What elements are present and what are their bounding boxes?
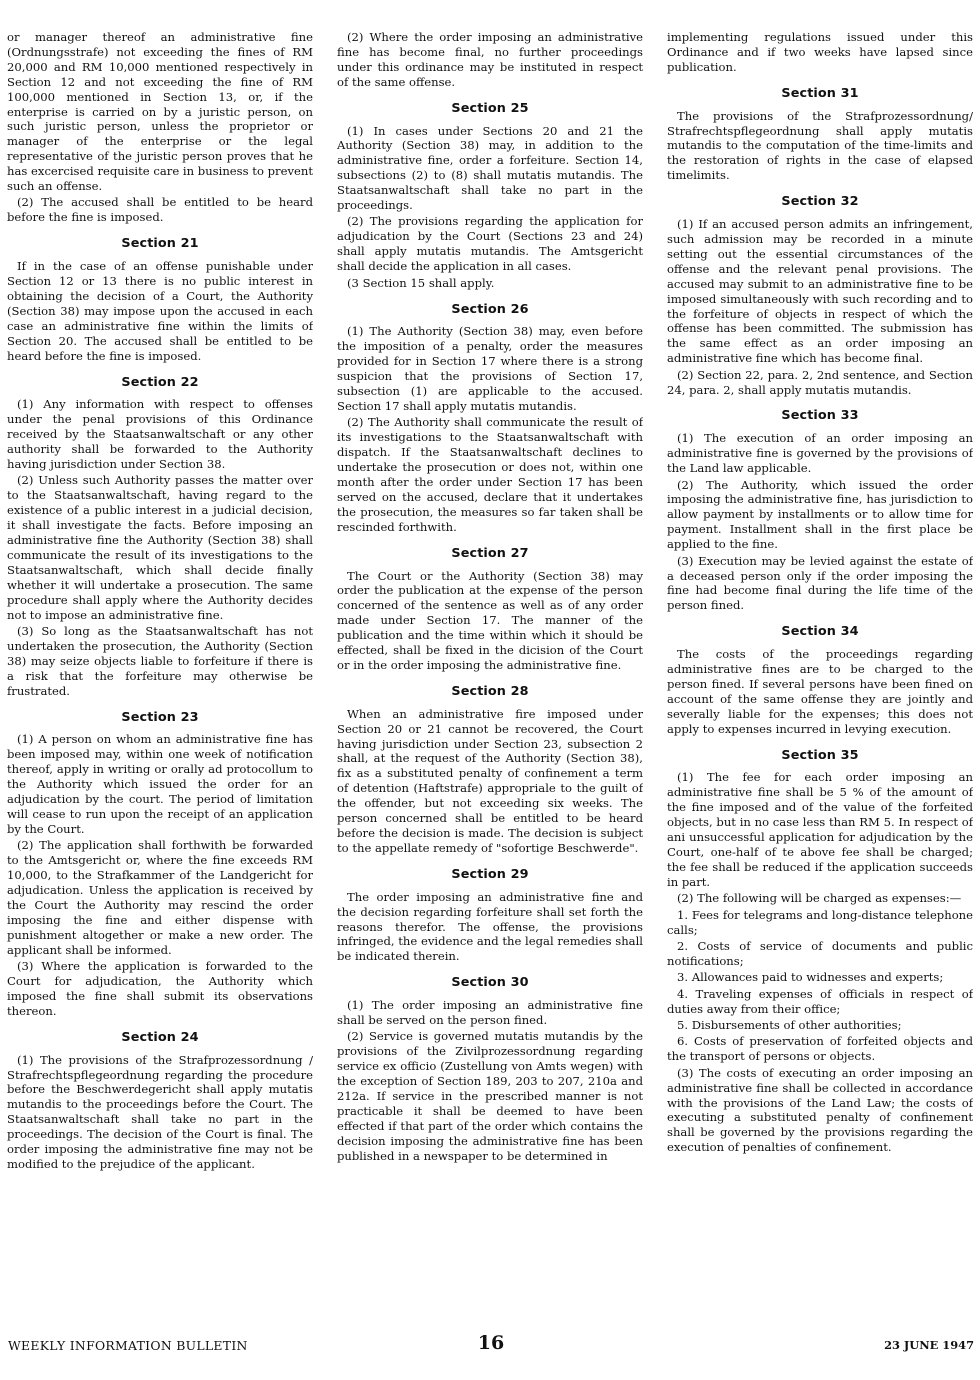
publication-name: WEEKLY INFORMATION BULLETIN — [8, 1338, 248, 1353]
section-heading: Section 22 — [121, 374, 199, 390]
text-columns — [7, 30, 973, 1320]
section-heading: Section 31 — [781, 85, 859, 101]
section-heading: Section 23 — [121, 709, 199, 725]
paragraph: (1) If an accused person admits an infringement, such admission may be recorded in a minute setting out the essential circumstances of the offense and the relevant penal provisions. The accused may submit to an administrative fine to be imposed simultaneously with such recording and to the forfeiture of objects in respect of which the offense has been committed. The submission has the same effect as an order imposing an administrative fine which has become final. — [667, 217, 973, 366]
paragraph: The order imposing an administrative fine and the decision regarding forfeiture shall set forth the reasons therefor. The offense, the provisions infringed, the evidence and the legal remedies shall be indicated therein. — [337, 889, 643, 964]
section-heading: Section 30 — [451, 975, 529, 991]
paragraph: (3) So long as the Staatsanwaltschaft has not undertaken the prosecution, the Authority (Section 38) may seize objects liable to forfeiture if there is a risk that the forfeiture may otherwise be frustrated. — [7, 624, 313, 698]
paragraph: 4. Traveling expenses of officials in respect of duties away from their office; — [667, 986, 973, 1016]
paragraph: (3) Where the application is forwarded to the Court for adjudication, the Authority which imposed the fine shall submit its observations thereon. — [7, 959, 313, 1018]
paragraph: If in the case of an offense punishable under Section 12 or 13 there is no public interest in obtaining the decision of a Court, the Authority (Section 38) may impose upon the accused in each case an administrative fine within the limits of Section 20. The accused shall be entitled to be heard before the fine is imposed. — [7, 259, 313, 363]
column-right — [667, 30, 973, 1320]
paragraph: (1) The provisions of the Strafprozessordnung / Strafrechtspflegeordnung regarding the procedure before the Beschwerdegericht shall apply mutatis mutandis to the proceedings before the Court. The Staatsanwaltschaft shall take no part in the proceedings. The decision of the Court is final. The order imposing the administrative fine may not be modified to the prejudice of the applicant. — [7, 1052, 313, 1171]
paragraph: 6. Costs of preservation of forfeited objects and the transport of persons or objects. — [667, 1034, 973, 1064]
paragraph: (1) A person on whom an administrative fine has been imposed may, within one week of notification thereof, apply in writing or orally ad protocollum to the Authority which issued the order for an adjudication by the court. The period of limitation will cease to run upon the receipt of an application by the Court. — [7, 732, 313, 836]
paragraph: (2) Unless such Authority passes the matter over to the Staatsanwaltschaft, having regard to the existence of a public interest in a judicial decision, it shall investigate the facts. Before imposing an administrative fine the Authority (Section 38) shall communicate the result of its investigations to the Staatsanwaltschaft, which shall decide finally whether it will undertake a prosecution. The same procedure shall apply where the Authority decides not to impose an administrative fine. — [7, 473, 313, 622]
section-heading: Section 21 — [121, 236, 199, 252]
paragraph: 3. Allowances paid to widnesses and experts; — [677, 970, 944, 985]
paragraph: (1) The fee for each order imposing an administrative fine shall be 5 % of the amount of the fine imposed and of the value of the forfeited objects, but in no case less than RM 5. In respect of ani unsuccessful application for adjudication by the Court, one-half of te above fee shall be charged; the fee shall be reduced if the application succeeds in part. — [667, 770, 973, 889]
issue-date: 23 JUNE 1947 — [884, 1338, 974, 1352]
paragraph: (2) Where the order imposing an administrative fine has become final, no further proceedings under this ordinance may be instituted in respect of the same offense. — [337, 30, 643, 89]
paragraph: (1) In cases under Sections 20 and 21 the Authority (Section 38) may, in addition to the administrative fine, order a forfeiture. Section 14, subsections (2) to (8) shall mutatis mutandis. The Staatsanwaltschaft shall take no part in the proceedings. — [337, 123, 643, 213]
paragraph: (3) The costs of executing an order imposing an administrative fine shall be collected in accordance with the provisions of the Land Law; the costs of executing a substituted penalty of confinement shall be governed by the provisions regarding the execution of penalties of confinement. — [667, 1065, 973, 1155]
paragraph: 5. Disbursements of other authorities; — [677, 1017, 902, 1032]
paragraph: (2) The accused shall be entitled to be heard before the fine is imposed. — [7, 195, 313, 225]
paragraph: The Court or the Authority (Section 38) may order the publication at the expense of the person concerned of the sentence as well as of any order made under Section 17. The manner of the publication and the time within which it should be effected, shall be fixed in the dicision of the Court or in the order imposing the administrative fine. — [337, 568, 643, 672]
column-left — [7, 30, 313, 1320]
paragraph: (2) The provisions regarding the application for adjudication by the Court (Sections 23 and 24) shall apply mutatis mutandis. The Amtsgericht shall decide the application in all cases. — [337, 214, 643, 274]
section-heading: Section 27 — [451, 545, 529, 561]
section-heading: Section 34 — [781, 624, 859, 640]
column-middle — [337, 30, 643, 1320]
section-heading: Section 25 — [451, 100, 529, 116]
paragraph: (2) Section 22, para. 2, 2nd sentence, and Section 24, para. 2, shall apply mutatis mutandis. — [667, 367, 973, 397]
paragraph: (2) The following will be charged as expenses:— — [677, 891, 962, 906]
paragraph: (1) The execution of an order imposing an administrative fine is governed by the provisions of the Land law applicable. — [667, 431, 973, 476]
page-number: 16 — [477, 1332, 505, 1354]
section-heading: Section 35 — [781, 747, 859, 763]
paragraph: The provisions of the Strafprozessordnung/ Strafrechtspflegeordnung shall apply mutatis mutandis to the computation of the time-limits and the restoration of rights in the case of elapsed timelimits. — [667, 108, 973, 183]
page-footer — [8, 1332, 974, 1362]
section-heading: Section 28 — [451, 683, 529, 699]
section-heading: Section 33 — [781, 408, 859, 424]
paragraph: (2) The Authority shall communicate the result of its investigations to the Staatsanwaltschaft with dispatch. If the Staatsanwaltschaft declines to undertake the prosecution or does not, within one month after the order under Section 17 has been served on the accused, declare that it undertakes the prosecution, the measures so far taken shall be rescinded forthwith. — [337, 415, 643, 534]
section-heading: Section 29 — [451, 866, 529, 882]
paragraph: (2) The Authority, which issued the order imposing the administrative fine, has jurisdiction to allow payment by installments or to allow time for payment. Installment shall in the first place be applied to the fine. — [667, 477, 973, 552]
paragraph: (1) The Authority (Section 38) may, even before the imposition of a penalty, order the measures provided for in Section 17 where there is a strong suspicion that the provisions of Section 17, subsection (1) are applicable to the accused. Section 17 shall apply mutatis mutandis. — [337, 324, 643, 413]
paragraph: When an administrative fire imposed under Section 20 or 21 cannot be recovered, the Court having jurisdiction under Section 23, subsection 2 shall, at the request of the Authority (Section 38), fix as a substituted penalty of confinement a term of detention (Haftstrafe) appropriale to the guilt of the offender, but not exceeding six weeks. The person concerned shall be entitled to be heard before the decision is made. The decision is subject to the appellate remedy of "sofortige Beschwerde". — [337, 706, 643, 855]
paragraph: 1. Fees for telegrams and long-distance telephone calls; — [667, 907, 973, 937]
paragraph: (1) The order imposing an administrative fine shall be served on the person fined. — [337, 998, 643, 1028]
section-heading: Section 26 — [451, 301, 529, 317]
section-heading: Section 32 — [781, 194, 859, 210]
paragraph: or manager thereof an administrative fine (Ordnungsstrafe) not exceeding the fines of RM 20,000 and RM 10,000 mentioned respectively in Section 12 and not exceeding the fine of RM 100,000 mentioned in Section 13, or, if the enterprise is carried on by a juristic person, on such juristic person, unless the proprietor or manager of the enterprise or the legal representative of the juristic person proves that he has excercised requisite care in business to prevent such an offense. — [7, 30, 313, 194]
paragraph: (2) The application shall forthwith be forwarded to the Amtsgericht or, where the fine exceeds RM 10,000, to the Strafkammer of the Landgericht for adjudication. Unless the application is received by the Court the Authority may rescind the order imposing the fine and either dispense with punishment altogether or make a new order. The applicant shall be informed. — [7, 838, 313, 957]
paragraph: (3 Section 15 shall apply. — [347, 275, 495, 290]
paragraph: (1) Any information with respect to offenses under the penal provisions of this Ordinance received by the Staatsanwaltschaft or any other authority shall be forwarded to the Authority having jurisdiction under Section 38. — [7, 397, 313, 472]
paragraph: (2) Service is governed mutatis mutandis by the provisions of the Zivilprozessordnung regarding service ex officio (Zustellung von Amts wegen) with the exception of Section 189, 203 to 207, 210a and 212a. If service in the prescribed manner is not practicable it shall be deemed to have been effected if that part of the order which contains the decision imposing the administrative fine has been published in a newspaper to be determined in — [337, 1029, 643, 1163]
paragraph: implementing regulations issued under this Ordinance and if two weeks have lapsed since publication. — [667, 30, 973, 74]
section-heading: Section 24 — [121, 1029, 199, 1045]
paragraph: 2. Costs of service of documents and public notifications; — [667, 938, 973, 968]
paragraph: (3) Execution may be levied against the estate of a deceased person only if the order imposing the fine had become final during the life time of the person fined. — [667, 553, 973, 613]
paragraph: The costs of the proceedings regarding administrative fines are to be charged to the person fined. If several persons have been fined on account of the same offense they are jointly and severally liable for the expenses; this does not apply to expenses incurred in levying execution. — [667, 647, 973, 736]
